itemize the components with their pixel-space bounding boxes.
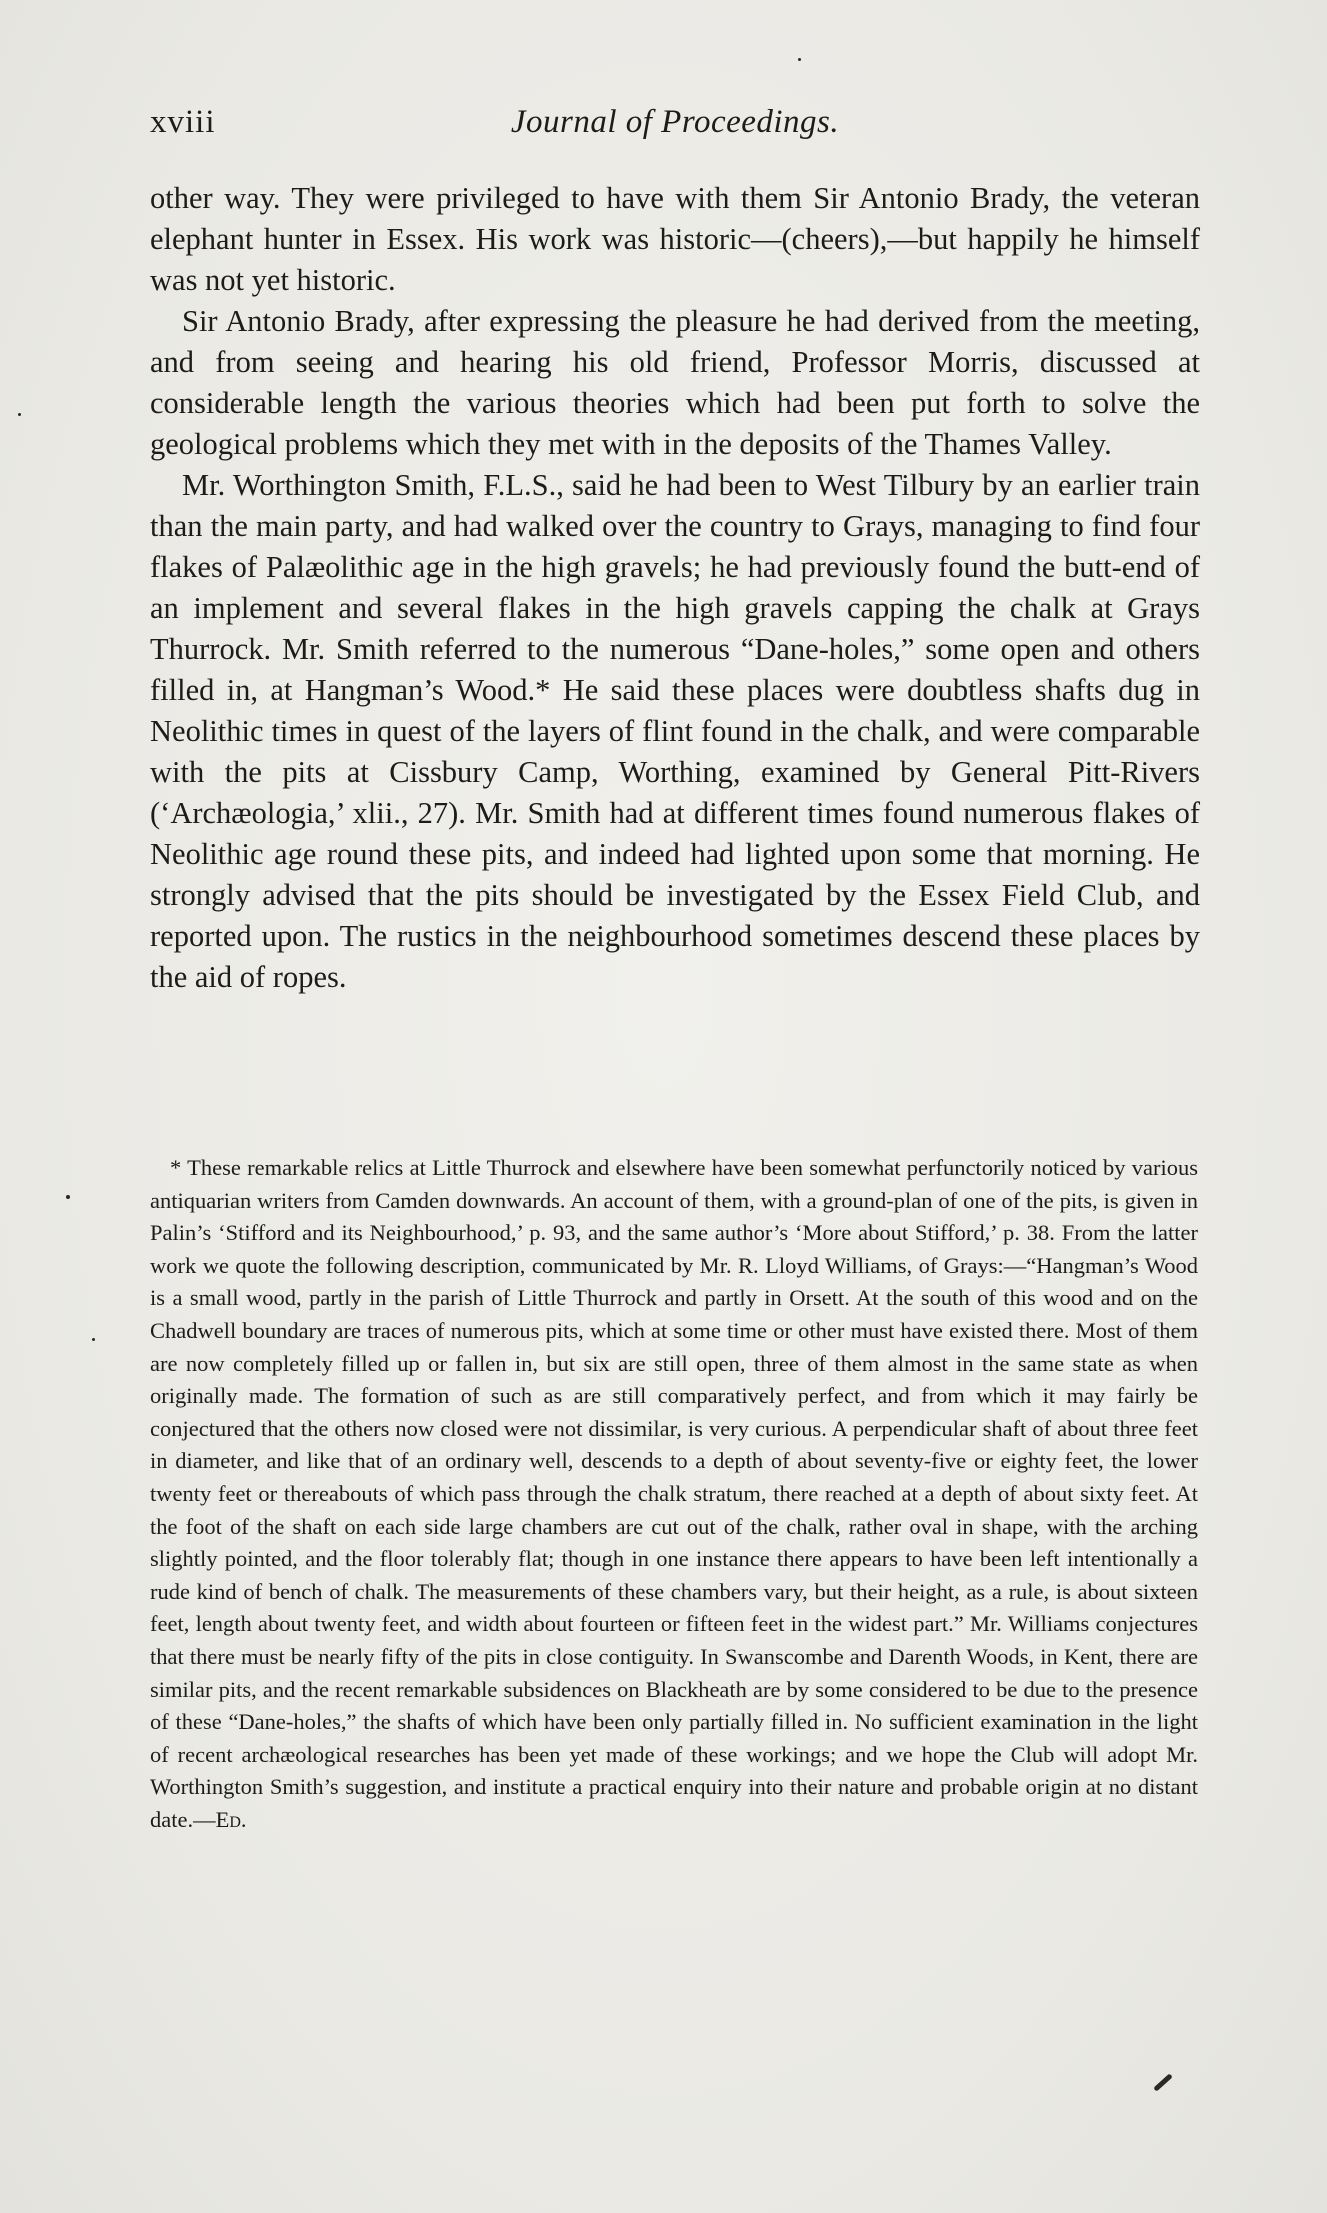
footnote-paragraph <box>150 1152 1198 1836</box>
footnote <box>150 1152 1198 1836</box>
ink-speck <box>18 413 21 416</box>
paragraph-worthington-smith: Mr. Worthington Smith, F.L.S., said he had been to West Tilbury by an earlier train than the main party, and had walked over the country to Grays, managing to find four flakes of Palæolithic age in the high gravels; he had previously found the butt-end of an implement and several flakes in the high gravels capping the chalk at Grays Thurrock. Mr. Smith referred to the numerous “Dane-holes,” some open and others filled in, at Hangman’s Wood.* He said these places were doubtless shafts dug in Neolithic times in quest of the layers of flint found in the chalk, and were comparable with the pits at Cissbury Camp, Worthing, examined by General Pitt-Rivers (‘Archæologia,’ xlii., 27). Mr. Smith had at different times found numerous flakes of Neolithic age round these pits, and indeed had lighted upon some that morning. He strongly advised that the pits should be investigated by the Essex Field Club, and reported upon. The rustics in the neighbourhood sometimes descend these places by the aid of ropes. <box>150 468 1200 994</box>
paragraph-continuation: other way. They were privileged to have with them Sir Antonio Brady, the veteran elephant hunter in Essex. His work was historic—(cheers),—but happily he himself was not yet historic. <box>150 181 1200 297</box>
page-number: xviii <box>150 104 216 140</box>
ink-speck <box>798 58 801 61</box>
page-header <box>150 104 1200 148</box>
paragraph-brady: Sir Antonio Brady, after expressing the pleasure he had derived from the meeting, and from seeing and hearing his old friend, Professor Morris, discussed at considerable length the various theories which had been put forth to solve the geological problems which they met with in the deposits of the Thames Valley. <box>150 304 1200 461</box>
main-text <box>150 178 1200 998</box>
pen-mark <box>1153 2073 1173 2091</box>
ink-speck <box>66 1195 70 1199</box>
running-title: Journal of Proceedings. <box>510 104 840 140</box>
footnote-text: * These remarkable relics at Little Thurrock and elsewhere have been somewhat perfunctorily noticed by various antiquarian writers from Camden downwards. An account of them, with a ground-plan of one of the pits, is given in Palin’s ‘Stifford and its Neighbourhood,’ p. 93, and the same author’s ‘More about Stifford,’ p. 38. From the latter work we quote the following description, communicated by Mr. R. Lloyd Williams, of Grays:—“Hangman’s Wood is a small wood, partly in the parish of Little Thurrock and partly in Orsett. At the south of this wood and on the Chadwell boundary are traces of numerous pits, which at some time or other must have existed there. Most of them are now completely filled up or fallen in, but six are still open, three of them almost in the same state as when originally made. The formation of such as are still comparatively perfect, and from which it may fairly be conjectured that the others now closed were not dissimilar, is very curious. A perpendicular shaft of about three feet in diameter, and like that of an ordinary well, descends to a depth of about seventy-five or eighty feet, the lower twenty feet or thereabouts of which pass through the chalk stratum, there reached at a depth of about sixty feet. At the foot of the shaft on each side large chambers are cut out of the chalk, rather oval in shape, with the arching slightly pointed, and the floor tolerably flat; though in one instance there appears to have been left intentionally a rude kind of bench of chalk. The measurements of these chambers vary, but their height, as a rule, is about sixteen feet, length about twenty feet, and width about fourteen or fifteen feet in the widest part.” Mr. Williams conjectures that there must be nearly fifty of the pits in close contiguity. In Swanscombe and Darenth Woods, in Kent, there are similar pits, and the recent remarkable subsidences on Blackheath are by some considered to be due to the presence of these “Dane-holes,” the shafts of which have been only partially filled in. No sufficient examination in the light of recent archæological researches has been yet made of these workings; and we hope the Club will adopt Mr. Worthington Smith’s suggestion, and institute a practical enquiry into their nature and probable origin at no distant date.— <box>150 1155 1198 1832</box>
footnote-signature: Ed. <box>215 1806 247 1832</box>
ink-speck <box>92 1338 95 1341</box>
